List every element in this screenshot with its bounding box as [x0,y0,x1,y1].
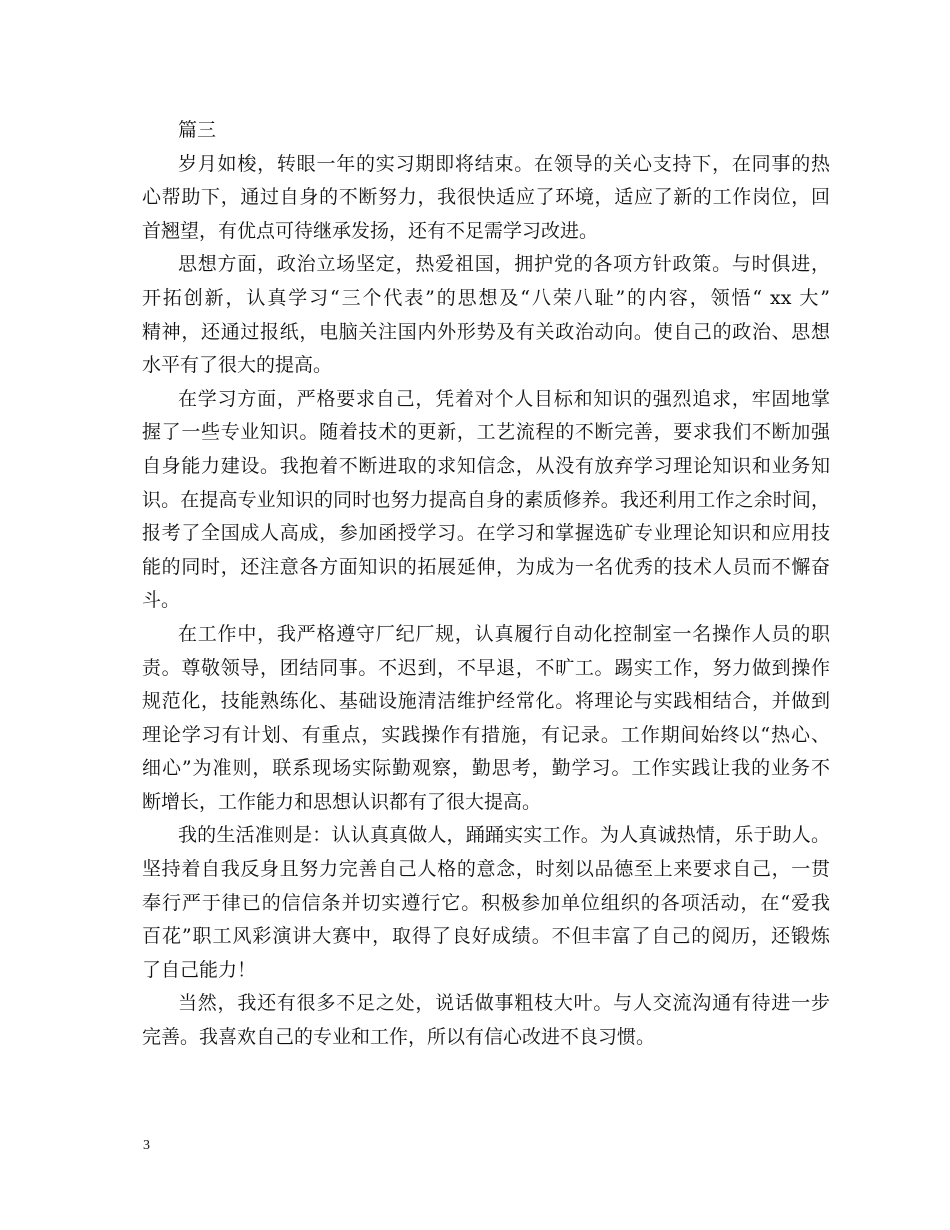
paragraph [142,618,830,820]
paragraph [142,819,830,987]
paragraph-line: 篇三 [178,119,217,141]
paragraph-line: 规范化，技能熟练化、基础设施清洁维护经常化。将理论与实践相结合，并做到 [142,690,830,713]
paragraph-line: 断增长，工作能力和思想认识都有了很大提高。 [142,790,542,813]
paragraph-line: 首翘望，有优点可待继承发扬，还有不足需学习改进。 [142,219,599,242]
paragraph [142,383,830,618]
paragraph-line: 百花”职工风彩演讲大赛中，取得了良好成绩。不但丰富了自己的阅历，还锻炼 [142,925,830,948]
paragraph-line: 岁月如梭，转眼一年的实习期即将结束。在领导的关心支持下，在同事的热 [178,152,830,175]
paragraph-line: 完善。我喜欢自己的专业和工作，所以有信心改进不良习惯。 [142,1026,656,1049]
paragraph-line: 细心”为准则，联系现场实际勤观察，勤思考，勤学习。工作实践让我的业务不 [142,757,830,780]
paragraph-line: 我的生活准则是：认认真真做人，踊踊实实工作。为人真诚热情，乐于助人。 [178,824,830,847]
document-body [142,114,830,1055]
paragraph-line: 能的同时，还注意各方面知识的拓展延伸，为成为一名优秀的技术人员而不懈奋 [142,555,830,578]
paragraph-line: 奉行严于律已的信信条并切实遵行它。积极参加单位组织的各项活动，在“爱我 [142,891,830,914]
paragraph-line: 精神，还通过报纸，电脑关注国内外形势及有关政治动向。使自己的政治、思想 [142,320,830,343]
paragraph-line: 责。尊敬领导，团结同事。不迟到，不早退，不旷工。踢实工作，努力做到操作 [142,656,830,679]
page-number: 3 [143,1138,150,1153]
paragraph-line: 握了一些专业知识。随着技术的更新，工艺流程的不断完善，要求我们不断加强 [142,421,830,444]
paragraph-line: 自身能力建设。我抱着不断进取的求知信念，从没有放弃学习理论知识和业务知 [142,454,830,477]
paragraph-line: 报考了全国成人高成，参加函授学习。在学习和掌握选矿专业理论知识和应用技 [142,522,830,545]
paragraph-line: 识。在提高专业知识的同时也努力提高自身的素质修养。我还利用工作之余时间， [142,488,830,511]
paragraph-line: 了自己能力！ [142,958,257,981]
paragraph [142,248,830,382]
paragraph-line: 水平有了很大的提高。 [142,354,333,377]
section-heading [142,114,830,148]
paragraph-line: 坚持着自我反身且努力完善自己人格的意念，时刻以品德至上来要求自己，一贯 [142,858,830,881]
paragraph-line: 当然，我还有很多不足之处，说话做事粗枝大叶。与人交流沟通有待进一步 [178,992,830,1015]
paragraph [142,987,830,1054]
paragraph-line: 在学习方面，严格要求自己，凭着对个人目标和知识的强烈追求，牢固地掌 [178,387,830,410]
paragraph-line: 在工作中，我严格遵守厂纪厂规，认真履行自动化控制室一名操作人员的职 [178,622,830,645]
paragraph-line: 理论学习有计划、有重点，实践操作有措施，有记录。工作期间始终以“热心、 [142,723,830,746]
paragraph-line: 开拓创新，认真学习“三个代表”的思想及“八荣八耻”的内容，领悟“ xx 大” [142,286,830,309]
paragraph-line: 思想方面，政治立场坚定，热爱祖国，拥护党的各项方针政策。与时俱进， [178,253,830,276]
paragraph-line: 心帮助下，通过自身的不断努力，我很快适应了环境，适应了新的工作岗位，回 [142,186,830,209]
paragraph [142,148,830,249]
paragraph-line: 斗。 [142,589,181,612]
